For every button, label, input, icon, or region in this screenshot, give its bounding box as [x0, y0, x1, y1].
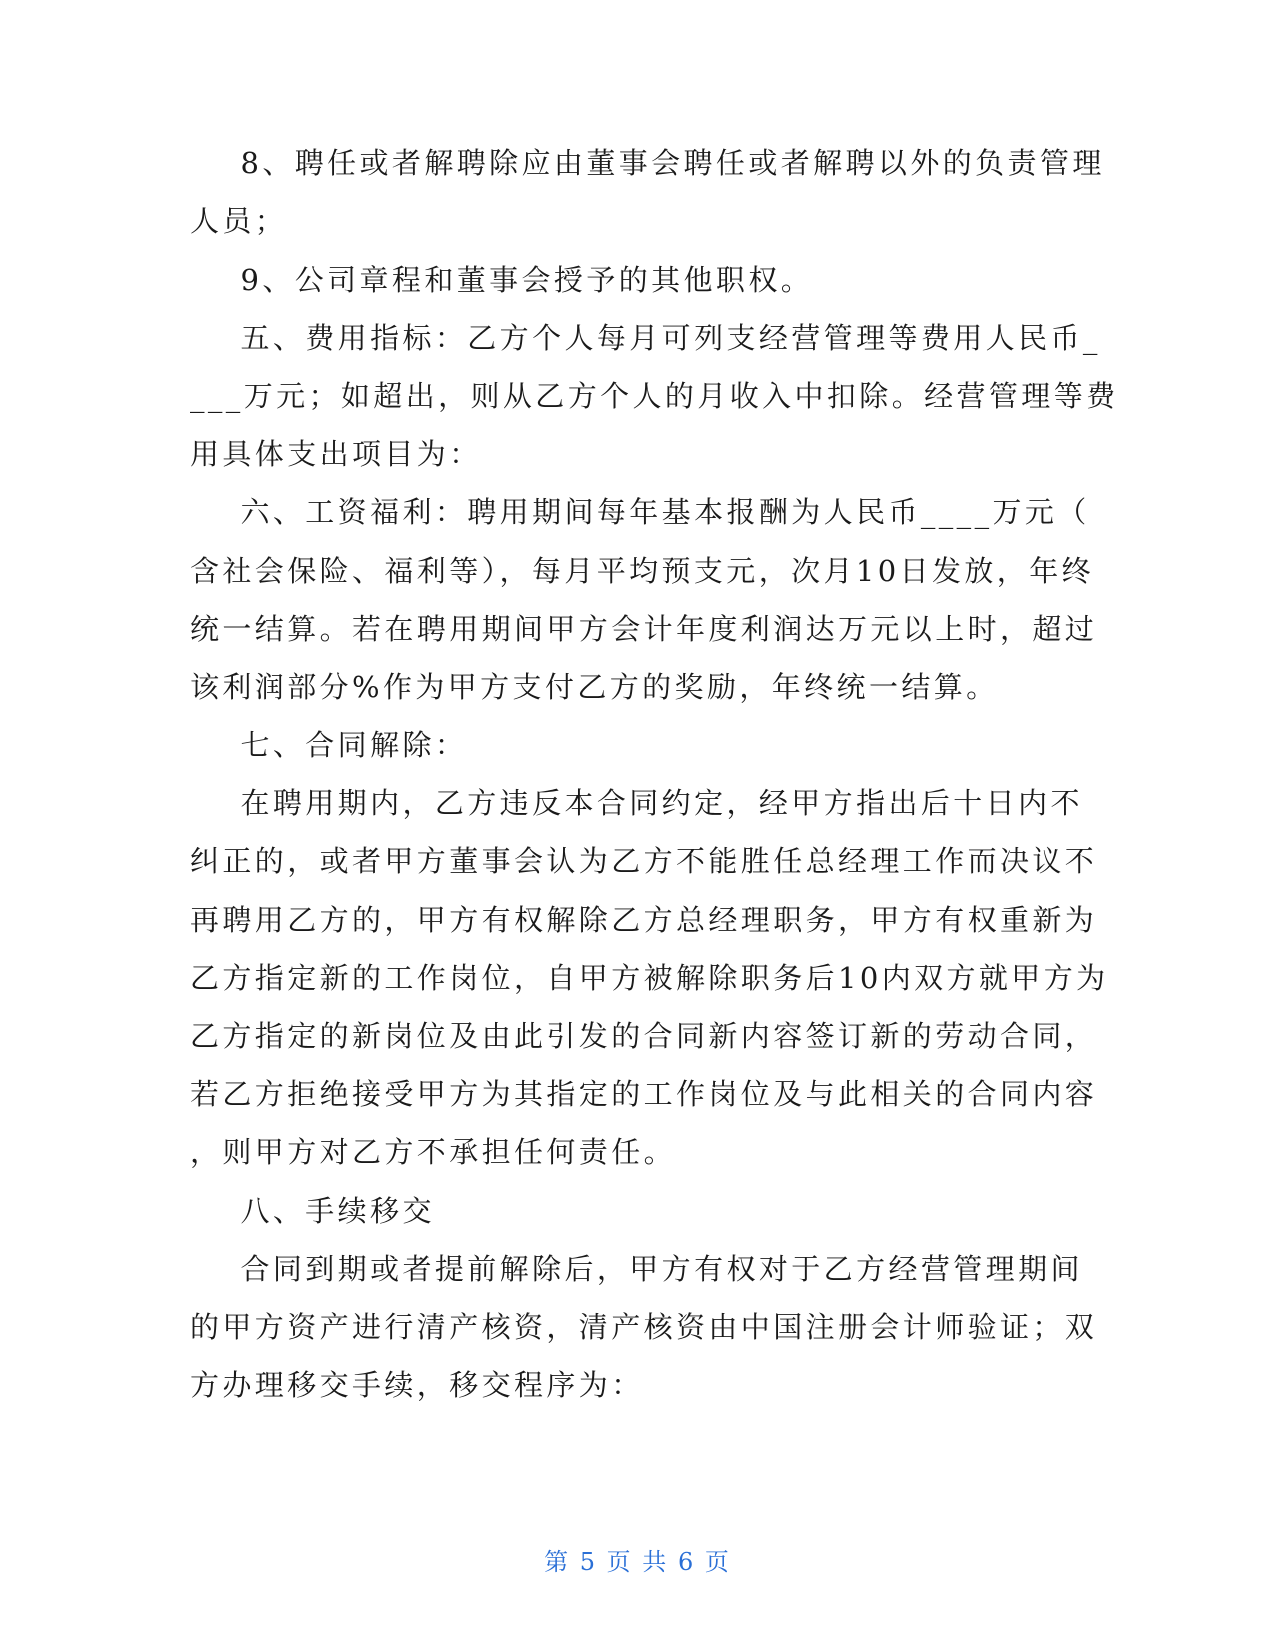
text-line: 纠正的，或者甲方董事会认为乙方不能胜任总经理工作而决议不	[190, 844, 1098, 878]
text-line: 乙方指定新的工作岗位，自甲方被解除职务后10内双方就甲方为	[190, 961, 1109, 995]
text-line: 合同到期或者提前解除后，甲方有权对于乙方经营管理期间	[190, 1252, 1083, 1286]
text-line: ，则甲方对乙方不承担任何责任。	[190, 1135, 677, 1169]
text-line: 该利润部分%作为甲方支付乙方的奖励，年终统一结算。	[190, 670, 999, 704]
page-number-footer: 第 5 页 共 6 页	[544, 1548, 731, 1576]
text-line: 五、费用指标：乙方个人每月可列支经营管理等费用人民币_	[190, 321, 1101, 355]
text-line: 含社会保险、福利等），每月平均预支元，次月10日发放，年终	[190, 554, 1095, 588]
text-line: 统一结算。若在聘用期间甲方会计年度利润达万元以上时，超过	[190, 612, 1098, 646]
text-line: 七、合同解除：	[190, 728, 468, 762]
text-line: 方办理移交手续，移交程序为：	[190, 1368, 644, 1402]
text-line: 8、聘任或者解聘除应由董事会聘任或者解聘以外的负责管理	[190, 146, 1105, 180]
text-line: 再聘用乙方的，甲方有权解除乙方总经理职务，甲方有权重新为	[190, 903, 1098, 937]
text-line: 若乙方拒绝接受甲方为其指定的工作岗位及与此相关的合同内容	[190, 1077, 1098, 1111]
text-line: 的甲方资产进行清产核资，清产核资由中国注册会计师验证；双	[190, 1310, 1098, 1344]
text-line: 八、手续移交	[190, 1194, 435, 1228]
text-line: 9、公司章程和董事会授予的其他职权。	[190, 263, 814, 297]
text-line: 人员；	[190, 204, 288, 238]
text-line: ___万元；如超出，则从乙方个人的月收入中扣除。经营管理等费	[190, 379, 1119, 413]
text-line: 用具体支出项目为：	[190, 437, 482, 471]
text-line: 六、工资福利：聘用期间每年基本报酬为人民币____万元（	[190, 495, 1090, 529]
text-line: 乙方指定的新岗位及由此引发的合同新内容签订新的劳动合同，	[190, 1019, 1098, 1053]
text-line: 在聘用期内，乙方违反本合同约定，经甲方指出后十日内不	[190, 786, 1083, 820]
